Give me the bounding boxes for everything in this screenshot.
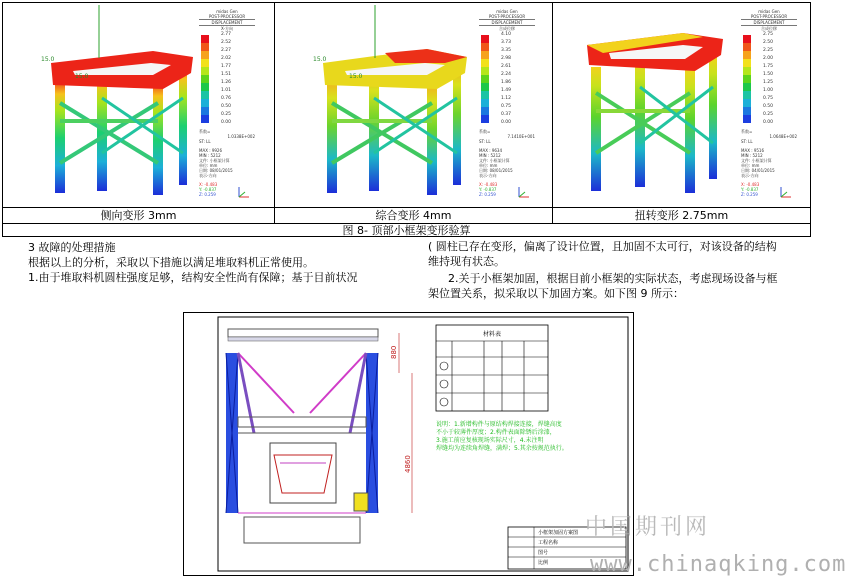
scale-swatch [743,83,751,91]
section-heading: 3 故障的处理措施 [28,241,116,254]
scale-swatch [743,59,751,67]
paragraph-4-line-1: 2.关于小框架加固，根据目前小框架的实际状态，考虑现场设备与框 [448,272,778,285]
scale-value: 0.37 [501,112,512,117]
axis-z: Z: 0.259 [479,192,496,197]
color-scale [743,35,751,123]
scale-value: 0.50 [763,104,774,109]
scale-value: 1.01 [221,88,232,93]
scale-value: 1.12 [501,96,512,101]
dimension-label: 15.0 [349,73,363,80]
result-legend [199,9,255,203]
scale-values [501,31,511,127]
result-legend [741,9,797,203]
scale-value: 1.51 [221,72,232,77]
scale-value: 0.76 [221,96,232,101]
scale-swatch [743,91,751,99]
scale-swatch [481,35,489,43]
legend-subtitle: POST-PROCESSOR [208,14,246,19]
dimension-label: 15.0 [75,73,89,80]
caption-row [3,207,810,224]
paragraph-4-line-2: 架位置关系，拟采取以下加固方案。如下图 9 所示： [428,287,684,300]
title-block-cell: 图号 [538,550,549,556]
legend-title: midas Gen [216,9,238,14]
axis-x: X: -0.483 [741,182,760,187]
axis-y: Y: -0.837 [479,187,497,192]
dimension-top: 880 [390,345,398,359]
date: 日期: 04/01/2015 [741,168,775,173]
scale-value: 1.50 [763,72,774,77]
axis-y: Y: -0.837 [199,187,217,192]
note-line: 焊缝均为连续角焊缝，满焊；5.其余按规范执行。 [436,445,568,452]
scale-swatch [743,99,751,107]
view-direction: 表示-方向 [741,173,759,178]
scale-swatch [481,91,489,99]
scale-value: 1.49 [501,88,512,93]
scale-value: 0.75 [501,104,512,109]
file-name: 文件: 小框架计算 [199,158,230,163]
scale-swatch [743,43,751,51]
scale-value: 2.25 [763,48,774,53]
color-scale [481,35,489,123]
scale-value: 2.77 [221,32,232,37]
note-line: 说明：1.新增构件与原结构焊接连接，焊缝高度 [436,421,562,428]
axis-z: Z: 0.259 [741,192,758,197]
scale-swatch [481,83,489,91]
scale-swatch [201,115,209,123]
legend-type: DISPLACEMENT [199,19,255,26]
scale-value: 0.00 [221,120,232,125]
scale-swatch [201,59,209,67]
scale-values [221,31,231,127]
factor-label: 系数= [479,129,491,134]
scale-swatch [743,67,751,75]
note-line: 不小于较薄件厚度；2.构件表面除锈后涂漆， [436,429,556,436]
scale-swatch [481,51,489,59]
scale-swatch [481,43,489,51]
axis-triad-icon [515,185,531,201]
scale-swatch [743,75,751,83]
scale-value: 0.25 [763,112,774,117]
min-node: MIN : 5212 [199,153,221,158]
unit: 单位: mm [479,163,498,168]
unit: 单位: mm [199,163,218,168]
file-name: 文件: 小框架计算 [741,158,772,163]
scale-value: 2.61 [501,64,512,69]
panel-torsional-deformation [553,3,810,207]
axis-x: X: -0.483 [199,182,218,187]
factor-value: 1.0338E+002 [227,134,255,139]
scale-value: 1.26 [221,80,232,85]
axis-triad-icon [777,185,793,201]
file-name: 文件: 小框架计算 [479,158,510,163]
caption-torsion: 扭转变形 2.75mm [634,209,729,222]
axis-triad-icon [235,185,251,201]
legend-type: DISPLACEMENT [741,19,797,26]
scale-value: 3.35 [501,48,512,53]
color-scale [201,35,209,123]
figure-8-table [2,2,811,237]
scale-value: 2.75 [763,32,774,37]
dimension-label: 15.0 [313,56,327,63]
scale-value: 0.75 [763,96,774,101]
figure-title: 图 8- 顶部小框架变形验算 [3,223,810,238]
scale-swatch [743,35,751,43]
legend-type: DISPLACEMENT [479,19,535,26]
legend-component: X-方向 [221,26,233,31]
scale-swatch [481,115,489,123]
factor-value: 1.0648E+002 [769,134,797,139]
paragraph-3-line-1: ( 圆柱已存在变形，偏离了设计位置，且加固不太可行，对该设备的结构 [428,240,777,253]
scale-value: 2.50 [763,40,774,45]
axis-x: X: -0.483 [479,182,498,187]
unit: 单位: mm [741,163,760,168]
legend-title: midas Gen [758,9,780,14]
date: 日期: 08/01/2015 [199,168,233,173]
title-block-cell: 比例 [538,560,549,566]
scale-swatch [481,59,489,67]
caption-combined: 综合变形 4mm [275,208,553,224]
scale-value: 2.27 [221,48,232,53]
scale-swatch [481,67,489,75]
panel-combined-deformation [275,3,553,207]
caption-lateral: 侧向变形 3mm [3,208,275,224]
scale-value: 1.86 [501,80,512,85]
dimension-side: 4860 [404,455,412,473]
view-direction: 表示-方向 [199,173,217,178]
material-table-title: 材料表 [482,331,502,338]
legend-title: midas Gen [496,9,518,14]
dimension-label: 15.0 [41,56,55,63]
legend-component: 合成位移 [499,26,515,31]
scale-swatch [201,107,209,115]
scale-swatch [201,51,209,59]
load-case: ST: LL [479,139,491,144]
factor-label: 系数= [199,129,211,134]
paragraph-2: 1.由于堆取料机圆柱强度足够，结构安全性尚有保障；基于目前状况 [28,271,358,284]
axis-z: Z: 0.259 [199,192,216,197]
scale-value: 2.00 [763,56,774,61]
design-notes [436,421,616,453]
scale-swatch [201,75,209,83]
watermark-url: www.chinaqking.com [590,552,846,577]
title-block-cell: 小框架加固方案图 [538,530,579,536]
title-block-cell: 工程名称 [538,540,559,546]
scale-value: 3.73 [501,40,512,45]
scale-value: 4.10 [501,32,512,37]
scale-swatch [201,83,209,91]
scale-swatch [201,35,209,43]
scale-swatch [481,75,489,83]
min-node: MIN : 5212 [741,153,763,158]
scale-value: 2.24 [501,72,512,77]
legend-subtitle: POST-PROCESSOR [488,14,526,19]
min-node: MIN : 5212 [479,153,501,158]
max-node: MAX : 9516 [741,148,764,153]
factor-label: 系数= [741,129,753,134]
scale-value: 1.25 [763,80,774,85]
note-line: 3.施工前应复核现场实际尺寸，4.未注明 [436,437,544,444]
paragraph-3-line-2: 维持现有状态。 [428,255,505,268]
scale-swatch [743,107,751,115]
scale-value: 2.98 [501,56,512,61]
load-case: ST: LL [741,139,753,144]
result-legend [479,9,535,203]
scale-swatch [743,115,751,123]
scale-swatch [201,43,209,51]
scale-value: 1.00 [763,88,774,93]
scale-value: 0.25 [221,112,232,117]
date: 日期: 08/01/2015 [479,168,513,173]
scale-value: 0.00 [501,120,512,125]
watermark-site-name: 中国期刊网 [585,515,711,540]
paragraph-1: 根据以上的分析，采取以下措施以满足堆取料机正常使用。 [28,256,314,269]
legend-subtitle: POST-PROCESSOR [750,14,788,19]
scale-value: 2.52 [221,40,232,45]
panel-lateral-deformation [3,3,275,207]
scale-swatch [481,99,489,107]
factor-value: 7.1410E+001 [507,134,535,139]
scale-swatch [201,67,209,75]
reinforcement-drawing [183,312,634,576]
scale-swatch [743,51,751,59]
scale-values [763,31,773,127]
max-node: MAX : 9926 [199,148,222,153]
view-direction: 表示-方向 [479,173,497,178]
scale-value: 0.00 [763,120,774,125]
scale-value: 0.50 [221,104,232,109]
max-node: MAX : 9634 [479,148,502,153]
load-case: ST: LL [199,139,211,144]
scale-swatch [201,99,209,107]
legend-component: 合成位移 [761,26,777,31]
scale-value: 1.75 [763,64,774,69]
scale-value: 1.77 [221,64,232,69]
axis-y: Y: -0.837 [741,187,759,192]
scale-value: 2.02 [221,56,232,61]
scale-swatch [201,91,209,99]
scale-swatch [481,107,489,115]
